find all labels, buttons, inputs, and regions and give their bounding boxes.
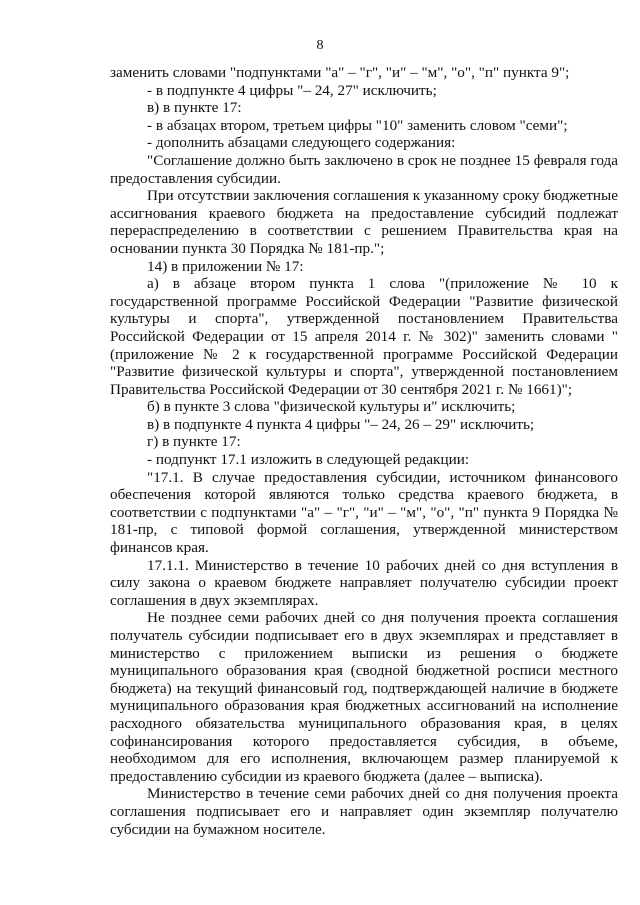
paragraph: - дополнить абзацами следующего содержания:: [147, 134, 456, 152]
page-number: 8: [316, 38, 324, 53]
paragraph: а) в абзаце втором пункта 1 слова "(приложение № 10 к государственной программе Российской Федерации "Развитие физической культуры и спорта", утвержденной постановлением Правительства Российской Федерации от 15 апреля 2014 г. № 302)" заменить словами "(приложение № 2 к государственной программе Российской Федерации "Развитие физической культуры и спорта", утвержденной постановлением Правительства Российской Федерации от 30 сентября 2021 г. № 1661)";: [110, 275, 618, 398]
paragraph: "Соглашение должно быть заключено в срок не позднее 15 февраля года предоставления субсидии.: [110, 151, 618, 187]
document-body: [110, 64, 618, 838]
paragraph: "17.1. В случае предоставления субсидии, источником финансового обеспечения которой являются только средства краевого бюджета, в соответствии с подпунктами "а" – "г", "и" – "м", "о", "п" пункта 9 Порядка № 181-пр, с типовой формой соглашения, утвержденной министерством финансов края.: [110, 468, 618, 557]
paragraph: Министерство в течение семи рабочих дней со дня получения проекта соглашения подписывает его и направляет один экземпляр получателю субсидии на бумажном носителе.: [110, 785, 618, 838]
paragraph: 14) в приложении № 17:: [147, 257, 304, 275]
paragraph: г) в пункте 17:: [147, 433, 241, 451]
paragraph: 17.1.1. Министерство в течение 10 рабочих дней со дня вступления в силу закона о краевом бюджете направляет получателю субсидии проект соглашения в двух экземплярах.: [110, 556, 618, 609]
paragraph: - в подпункте 4 цифры "– 24, 27" исключить;: [147, 81, 437, 99]
paragraph: - подпункт 17.1 изложить в следующей редакции:: [147, 451, 470, 469]
paragraph: - в абзацах втором, третьем цифры "10" заменить словом "семи";: [147, 116, 568, 134]
paragraph: Не позднее семи рабочих дней со дня получения проекта соглашения получатель субсидии подписывает его в двух экземплярах и представляет в министерство с приложением выписки из решения о бюджете муниципального образования края (сводной бюджетной росписи местного бюджета) на текущий финансовый год, подтверждающей наличие в бюджете муниципального образования края бюджетных ассигнований на исполнение расходного обязательства муниципального образования края, в целях софинансирования которого предоставляется субсидия, в объеме, необходимом для его исполнения, включающем размер планируемой к предоставлению субсидии из краевого бюджета (далее – выписка).: [110, 609, 618, 785]
paragraph: заменить словами "подпунктами "а" – "г", "и" – "м", "о", "п" пункта 9";: [110, 64, 570, 81]
paragraph: в) в подпункте 4 пункта 4 цифры "– 24, 26 – 29" исключить;: [147, 415, 535, 433]
paragraph: При отсутствии заключения соглашения к указанному сроку бюджетные ассигнования краевого бюджета на предоставление субсидий подлежат перераспределению в соответствии с решением Правительства края на основании пункта 30 Порядка № 181-пр.";: [110, 187, 618, 257]
paragraph: в) в пункте 17:: [147, 99, 242, 117]
paragraph: б) в пункте 3 слова "физической культуры и" исключить;: [147, 398, 516, 416]
